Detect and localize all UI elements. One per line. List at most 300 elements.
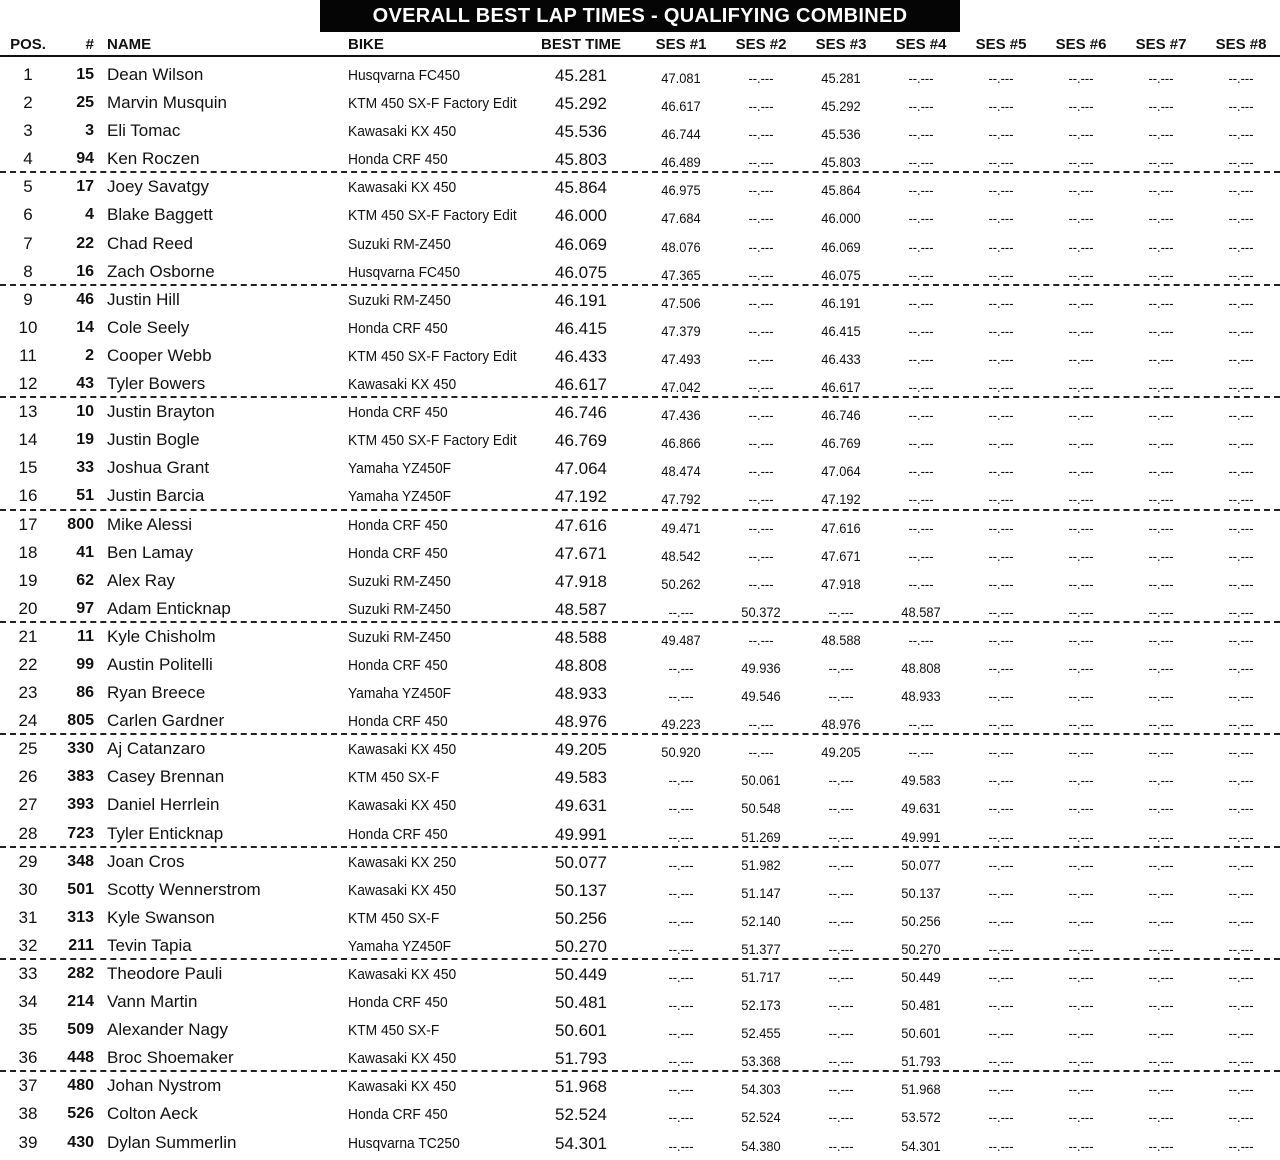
session-5-cell: --.--- (988, 631, 1014, 648)
session-6-cell: --.--- (1068, 350, 1094, 367)
session-5-cell: --.--- (988, 379, 1014, 396)
session-2-cell: --.--- (748, 154, 774, 171)
session-4-cell: 53.572 (901, 1109, 941, 1126)
rider-number-cell: 800 (67, 515, 94, 533)
best-time-cell: 45.281 (555, 66, 607, 85)
best-time-cell: 50.137 (555, 880, 607, 900)
best-time-cell: 48.808 (555, 655, 607, 675)
rider-name-cell: Ken Roczen (107, 149, 200, 169)
session-6-cell: --.--- (1068, 912, 1094, 929)
bike-cell: KTM 450 SX-F (348, 769, 440, 787)
position-cell: 25 (18, 739, 38, 759)
session-6-cell: --.--- (1068, 266, 1094, 283)
bike-cell: Kawasaki KX 450 (348, 123, 457, 141)
best-time-cell: 46.000 (555, 206, 607, 226)
session-2-cell: --.--- (748, 294, 774, 311)
session-6-cell: --.--- (1068, 407, 1094, 424)
session-2-cell: 53.368 (741, 1053, 781, 1070)
session-8-cell: --.--- (1228, 435, 1254, 452)
session-7-cell: --.--- (1148, 688, 1174, 705)
best-time-cell: 46.075 (555, 262, 607, 282)
session-1-cell: 47.792 (661, 491, 701, 508)
session-7-cell: --.--- (1148, 800, 1174, 817)
session-6-cell: --.--- (1068, 603, 1094, 620)
session-5-cell: --.--- (988, 575, 1014, 592)
table-row (0, 398, 1280, 426)
rider-name-cell: Blake Baggett (107, 205, 213, 225)
rider-number-cell: 43 (76, 375, 94, 393)
session-4-cell: --.--- (908, 547, 934, 564)
session-4-cell: --.--- (908, 294, 934, 311)
rider-number-cell: 448 (67, 1049, 94, 1067)
session-8-cell: --.--- (1228, 98, 1254, 115)
session-5-cell: --.--- (988, 1109, 1014, 1126)
session-7-cell: --.--- (1148, 575, 1174, 592)
session-4-cell: 50.137 (901, 884, 941, 901)
bike-cell: Kawasaki KX 450 (348, 797, 457, 815)
session-2-cell: --.--- (748, 266, 774, 283)
best-time-cell: 49.205 (555, 740, 607, 760)
session-4-cell: 50.449 (901, 969, 941, 985)
table-row (0, 904, 1280, 932)
session-3-cell: 47.918 (821, 575, 861, 592)
session-3-cell: 45.292 (821, 98, 861, 115)
rider-name-cell: Casey Brennan (107, 767, 225, 787)
session-8-cell: --.--- (1228, 238, 1254, 255)
rider-name-cell: Mike Alessi (107, 514, 193, 534)
table-row (0, 201, 1280, 229)
rider-name-cell: Dean Wilson (107, 65, 204, 84)
position-cell: 36 (18, 1048, 38, 1068)
rider-name-cell: Johan Nystrom (107, 1076, 222, 1096)
session-4-cell: 48.933 (901, 688, 941, 705)
position-cell: 30 (18, 879, 38, 899)
rider-number-cell: 25 (76, 94, 94, 112)
session-8-cell: --.--- (1228, 800, 1254, 817)
session-3-cell: 45.803 (821, 154, 861, 171)
table-row (0, 735, 1280, 763)
session-7-cell: --.--- (1148, 969, 1174, 985)
session-8-cell: --.--- (1228, 547, 1254, 564)
session-4-cell: --.--- (908, 716, 934, 733)
session-7-cell: --.--- (1148, 491, 1174, 508)
bike-cell: Kawasaki KX 450 (348, 881, 457, 899)
session-6-cell: --.--- (1068, 322, 1094, 339)
session-1-cell: 47.379 (661, 322, 701, 339)
table-row (0, 314, 1280, 342)
table-row (0, 876, 1280, 904)
position-cell: 12 (18, 374, 38, 394)
table-row (0, 342, 1280, 370)
rider-number-cell: 19 (76, 431, 94, 449)
session-4-cell: 50.077 (901, 856, 941, 873)
session-6-cell: --.--- (1068, 631, 1094, 648)
session-6-cell: --.--- (1068, 884, 1094, 901)
session-5-cell: --.--- (988, 547, 1014, 564)
session-3-cell: 48.976 (821, 716, 861, 733)
table-row (0, 848, 1280, 876)
rider-name-cell: Chad Reed (107, 233, 194, 253)
session-8-cell: --.--- (1228, 154, 1254, 171)
table-row (0, 763, 1280, 791)
table-row (0, 117, 1280, 145)
session-5-cell: --.--- (988, 322, 1014, 339)
session-4-cell: --.--- (908, 126, 934, 143)
session-3-cell: --.--- (828, 1053, 854, 1070)
session-1-cell: 47.081 (661, 70, 701, 86)
session-1-cell: 47.042 (661, 379, 701, 396)
session-7-cell: --.--- (1148, 631, 1174, 648)
session-5-cell: --.--- (988, 294, 1014, 311)
position-cell: 2 (23, 93, 33, 113)
session-2-cell: 49.546 (741, 688, 781, 705)
bike-cell: Honda CRF 450 (348, 544, 448, 562)
position-cell: 23 (18, 683, 38, 703)
rider-name-cell: Kyle Swanson (107, 907, 215, 927)
rider-name-cell: Zach Osborne (107, 261, 215, 281)
session-2-cell: --.--- (748, 435, 774, 452)
session-8-cell: --.--- (1228, 1137, 1254, 1154)
table-row (0, 1129, 1280, 1157)
bike-cell: Kawasaki KX 450 (348, 1050, 457, 1068)
session-5-cell: --.--- (988, 491, 1014, 508)
rider-name-cell: Justin Bogle (107, 430, 200, 450)
rider-number-cell: 10 (76, 403, 94, 421)
session-7-cell: --.--- (1148, 716, 1174, 733)
position-cell: 35 (18, 1020, 38, 1040)
session-3-cell: 48.588 (821, 631, 861, 648)
table-row (0, 1100, 1280, 1128)
session-1-cell: 48.474 (661, 463, 701, 480)
session-2-cell: 49.936 (741, 659, 781, 676)
session-1-cell: 49.471 (661, 519, 701, 536)
table-row (0, 1016, 1280, 1044)
position-cell: 5 (23, 177, 33, 197)
session-7-cell: --.--- (1148, 772, 1174, 789)
session-8-cell: --.--- (1228, 856, 1254, 873)
table-row (0, 61, 1280, 89)
position-cell: 39 (18, 1132, 38, 1152)
session-8-cell: --.--- (1228, 70, 1254, 86)
session-1-cell: 49.223 (661, 716, 701, 733)
session-8-cell: --.--- (1228, 631, 1254, 648)
rider-number-cell: 393 (67, 796, 94, 814)
session-7-cell: --.--- (1148, 744, 1174, 761)
best-time-cell: 47.192 (555, 487, 607, 507)
session-5-cell: --.--- (988, 98, 1014, 115)
rider-number-cell: 33 (76, 459, 94, 477)
rider-name-cell: Cole Seely (107, 317, 190, 337)
session-1-cell: --.--- (668, 1053, 694, 1070)
session-1-cell: 47.436 (661, 407, 701, 424)
session-3-cell: --.--- (828, 884, 854, 901)
session-7-cell: --.--- (1148, 435, 1174, 452)
session-3-cell: 45.864 (821, 182, 861, 199)
session-8-cell: --.--- (1228, 940, 1254, 957)
rider-number-cell: 51 (76, 487, 94, 505)
header-ses-6: SES #6 (1055, 36, 1107, 53)
title-bar (0, 0, 1280, 32)
session-3-cell: --.--- (828, 603, 854, 620)
session-3-cell: 46.415 (821, 322, 861, 339)
bike-cell: Suzuki RM-Z450 (348, 628, 451, 646)
session-1-cell: --.--- (668, 1109, 694, 1126)
session-8-cell: --.--- (1228, 1053, 1254, 1070)
bike-cell: Yamaha YZ450F (348, 685, 452, 703)
bike-cell: Kawasaki KX 450 (348, 966, 457, 983)
session-4-cell: 50.601 (901, 1025, 941, 1042)
session-3-cell: 47.671 (821, 547, 861, 564)
session-8-cell: --.--- (1228, 772, 1254, 789)
session-2-cell: --.--- (748, 744, 774, 761)
rider-name-cell: Eli Tomac (107, 121, 181, 141)
session-5-cell: --.--- (988, 238, 1014, 255)
session-2-cell: 51.717 (741, 969, 781, 985)
rider-number-cell: 313 (67, 908, 94, 926)
table-row (0, 1044, 1280, 1072)
header-ses-2: SES #2 (735, 36, 787, 53)
bike-cell: Suzuki RM-Z450 (348, 291, 451, 309)
session-8-cell: --.--- (1228, 1025, 1254, 1042)
bike-cell: Honda CRF 450 (348, 319, 448, 337)
session-2-cell: --.--- (748, 210, 774, 227)
session-4-cell: --.--- (908, 350, 934, 367)
session-3-cell: 46.617 (821, 379, 861, 396)
session-5-cell: --.--- (988, 688, 1014, 705)
session-7-cell: --.--- (1148, 547, 1174, 564)
session-6-cell: --.--- (1068, 800, 1094, 817)
rider-name-cell: Dylan Summerlin (107, 1132, 237, 1152)
session-7-cell: --.--- (1148, 407, 1174, 424)
best-time-cell: 47.616 (555, 515, 607, 535)
session-4-cell: --.--- (908, 407, 934, 424)
session-6-cell: --.--- (1068, 294, 1094, 311)
best-time-cell: 46.769 (555, 431, 607, 451)
session-2-cell: --.--- (748, 716, 774, 733)
session-4-cell: --.--- (908, 463, 934, 480)
session-7-cell: --.--- (1148, 1109, 1174, 1126)
session-3-cell: --.--- (828, 1137, 854, 1154)
rider-number-cell: 330 (67, 740, 94, 758)
session-5-cell: --.--- (988, 435, 1014, 452)
results-table (0, 61, 1280, 1157)
table-row (0, 1072, 1280, 1100)
rider-number-cell: 17 (76, 178, 94, 196)
session-6-cell: --.--- (1068, 716, 1094, 733)
bike-cell: Kawasaki KX 450 (348, 741, 457, 759)
session-8-cell: --.--- (1228, 716, 1254, 733)
session-3-cell: --.--- (828, 800, 854, 817)
session-2-cell: 52.140 (741, 912, 781, 929)
session-8-cell: --.--- (1228, 182, 1254, 199)
session-7-cell: --.--- (1148, 322, 1174, 339)
header-best-time: BEST TIME (540, 36, 621, 53)
bike-cell: Honda CRF 450 (348, 516, 448, 534)
bike-cell: Honda CRF 450 (348, 151, 448, 169)
rider-number-cell: 509 (67, 1021, 94, 1039)
session-3-cell: 45.281 (821, 70, 861, 86)
session-7-cell: --.--- (1148, 912, 1174, 929)
session-8-cell: --.--- (1228, 997, 1254, 1014)
session-4-cell: 49.991 (901, 828, 941, 845)
bike-cell: Yamaha YZ450F (348, 937, 452, 955)
session-6-cell: --.--- (1068, 1109, 1094, 1126)
session-1-cell: --.--- (668, 659, 694, 676)
position-cell: 10 (18, 317, 38, 337)
rider-number-cell: 22 (76, 234, 94, 252)
rider-number-cell: 211 (68, 936, 94, 954)
session-3-cell: 46.075 (821, 266, 861, 283)
rider-name-cell: Alex Ray (107, 570, 176, 590)
session-6-cell: --.--- (1068, 856, 1094, 873)
session-3-cell: 47.064 (821, 463, 861, 480)
session-4-cell: --.--- (908, 491, 934, 508)
session-8-cell: --.--- (1228, 294, 1254, 311)
header-bike: BIKE (348, 36, 384, 53)
session-6-cell: --.--- (1068, 688, 1094, 705)
session-6-cell: --.--- (1068, 1081, 1094, 1098)
best-time-cell: 48.976 (555, 712, 607, 732)
rider-number-cell: 501 (67, 880, 94, 898)
session-5-cell: --.--- (988, 603, 1014, 620)
bike-cell: Kawasaki KX 250 (348, 853, 457, 871)
table-row (0, 370, 1280, 398)
session-8-cell: --.--- (1228, 491, 1254, 508)
rider-name-cell: Kyle Chisholm (107, 626, 216, 646)
table-row (0, 932, 1280, 960)
session-1-cell: 48.542 (661, 547, 701, 564)
session-4-cell: 50.256 (901, 912, 941, 929)
bike-cell: Suzuki RM-Z450 (348, 235, 451, 253)
bike-cell: Honda CRF 450 (348, 1106, 448, 1124)
rider-number-cell: 41 (76, 543, 94, 561)
table-row (0, 651, 1280, 679)
session-5-cell: --.--- (988, 1081, 1014, 1098)
position-cell: 32 (18, 935, 38, 955)
best-time-cell: 50.601 (555, 1021, 607, 1041)
rider-number-cell: 214 (67, 993, 94, 1011)
position-cell: 38 (18, 1104, 38, 1124)
session-7-cell: --.--- (1148, 659, 1174, 676)
rider-name-cell: Carlen Gardner (107, 711, 225, 731)
session-7-cell: --.--- (1148, 519, 1174, 536)
session-7-cell: --.--- (1148, 828, 1174, 845)
bike-cell: Honda CRF 450 (348, 713, 448, 731)
session-2-cell: --.--- (748, 350, 774, 367)
best-time-cell: 45.864 (555, 178, 607, 198)
rider-name-cell: Joshua Grant (107, 458, 210, 478)
table-row (0, 511, 1280, 539)
session-5-cell: --.--- (988, 912, 1014, 929)
session-7-cell: --.--- (1148, 1081, 1174, 1098)
position-cell: 21 (18, 626, 38, 646)
header-ses-4: SES #4 (895, 36, 947, 53)
session-1-cell: 46.489 (661, 154, 701, 171)
session-6-cell: --.--- (1068, 70, 1094, 86)
rider-number-cell: 2 (85, 346, 94, 364)
session-5-cell: --.--- (988, 744, 1014, 761)
session-1-cell: 48.076 (661, 238, 701, 255)
rider-number-cell: 16 (76, 262, 94, 280)
page-title: OVERALL BEST LAP TIMES - QUALIFYING COMBINED (320, 0, 960, 32)
session-4-cell: --.--- (908, 210, 934, 227)
session-8-cell: --.--- (1228, 379, 1254, 396)
rider-number-cell: 99 (76, 655, 94, 673)
session-4-cell: 50.481 (901, 997, 941, 1014)
rider-number-cell: 62 (76, 571, 94, 589)
session-7-cell: --.--- (1148, 294, 1174, 311)
session-6-cell: --.--- (1068, 969, 1094, 985)
session-2-cell: 51.147 (741, 884, 781, 901)
session-5-cell: --.--- (988, 266, 1014, 283)
session-6-cell: --.--- (1068, 940, 1094, 957)
session-6-cell: --.--- (1068, 491, 1094, 508)
session-5-cell: --.--- (988, 1053, 1014, 1070)
header-name: NAME (107, 36, 152, 53)
header-pos: POS. (10, 36, 46, 53)
session-7-cell: --.--- (1148, 154, 1174, 171)
session-6-cell: --.--- (1068, 772, 1094, 789)
session-5-cell: --.--- (988, 519, 1014, 536)
session-4-cell: --.--- (908, 70, 934, 86)
session-8-cell: --.--- (1228, 969, 1254, 985)
session-1-cell: --.--- (668, 1081, 694, 1098)
session-1-cell: 46.744 (661, 126, 701, 143)
rider-number-cell: 480 (67, 1077, 94, 1095)
session-4-cell: --.--- (908, 266, 934, 283)
best-time-cell: 47.064 (555, 459, 607, 479)
session-5-cell: --.--- (988, 210, 1014, 227)
rider-name-cell: Austin Politelli (107, 654, 213, 674)
table-row (0, 89, 1280, 117)
session-2-cell: 50.548 (741, 800, 781, 817)
header-ses-8: SES #8 (1215, 36, 1267, 53)
bike-cell: Honda CRF 450 (348, 825, 448, 843)
session-7-cell: --.--- (1148, 997, 1174, 1014)
session-8-cell: --.--- (1228, 575, 1254, 592)
session-2-cell: --.--- (748, 126, 774, 143)
position-cell: 29 (18, 851, 38, 871)
position-cell: 33 (18, 964, 38, 983)
session-4-cell: 49.583 (901, 772, 941, 789)
table-header (0, 33, 1280, 57)
session-2-cell: 50.372 (741, 603, 781, 620)
session-6-cell: --.--- (1068, 126, 1094, 143)
session-4-cell: 49.631 (901, 800, 941, 817)
session-6-cell: --.--- (1068, 659, 1094, 676)
best-time-cell: 49.631 (555, 796, 607, 816)
session-3-cell: 46.746 (821, 407, 861, 424)
session-1-cell: --.--- (668, 828, 694, 845)
session-8-cell: --.--- (1228, 407, 1254, 424)
position-cell: 24 (18, 711, 38, 731)
rider-number-cell: 15 (76, 66, 94, 83)
position-cell: 8 (23, 261, 33, 281)
session-5-cell: --.--- (988, 154, 1014, 171)
position-cell: 3 (23, 121, 33, 141)
session-5-cell: --.--- (988, 126, 1014, 143)
session-3-cell: 47.616 (821, 519, 861, 536)
session-1-cell: --.--- (668, 1025, 694, 1042)
bike-cell: Husqvarna TC250 (348, 1134, 460, 1152)
session-1-cell: 50.920 (661, 744, 701, 761)
session-1-cell: --.--- (668, 997, 694, 1014)
session-1-cell: 49.487 (661, 631, 701, 648)
header-ses-7: SES #7 (1135, 36, 1187, 53)
session-3-cell: --.--- (828, 688, 854, 705)
rider-number-cell: 46 (76, 290, 94, 308)
session-6-cell: --.--- (1068, 997, 1094, 1014)
